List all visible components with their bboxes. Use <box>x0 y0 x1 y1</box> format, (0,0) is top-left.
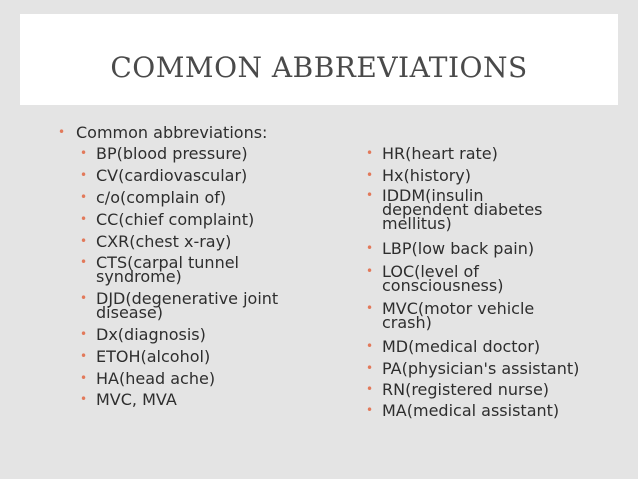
list-item-label: Hx(history) <box>382 166 472 185</box>
title-box <box>20 14 618 105</box>
list-item-label: HA(head ache) <box>96 369 216 388</box>
bullet-icon: • <box>366 241 374 255</box>
bullet-icon: • <box>366 188 374 202</box>
list-item-label: MVC(motor vehicle <box>382 299 535 318</box>
list-item-label: MVC, MVA <box>96 390 177 409</box>
list-item-label-cont: crash) <box>382 313 432 332</box>
list-item-label: MD(medical doctor) <box>382 337 541 356</box>
list-item-label: CC(chief complaint) <box>96 210 255 229</box>
list-item-label: ETOH(alcohol) <box>96 347 211 366</box>
bullet-icon: • <box>80 291 88 305</box>
bullet-icon: • <box>80 349 88 363</box>
bullet-icon: • <box>366 339 374 353</box>
list-item-label: HR(heart rate) <box>382 144 498 163</box>
list-item-label-cont: dependent diabetes <box>382 200 543 219</box>
bullet-icon: • <box>366 146 374 160</box>
list-item-label-cont: mellitus) <box>382 214 452 233</box>
bullet-icon: • <box>366 168 374 182</box>
list-item-label: PA(physician's assistant) <box>382 359 580 378</box>
list-item-label-cont: consciousness) <box>382 276 504 295</box>
list-item-label: LBP(low back pain) <box>382 239 535 258</box>
list-item-label: Dx(diagnosis) <box>96 325 206 344</box>
bullet-icon: • <box>80 327 88 341</box>
left-heading: Common abbreviations: <box>76 123 268 142</box>
list-item-label: CXR(chest x-ray) <box>96 232 232 251</box>
bullet-icon: • <box>80 255 88 269</box>
list-item-label-cont: syndrome) <box>96 267 182 286</box>
bullet-icon: • <box>58 125 66 139</box>
list-item-label: DJD(degenerative joint <box>96 289 279 308</box>
bullet-icon: • <box>80 371 88 385</box>
list-item-label: IDDM(insulin <box>382 186 484 205</box>
slide-title: COMMON ABBREVIATIONS <box>110 51 528 84</box>
bullet-icon: • <box>366 403 374 417</box>
bullet-icon: • <box>80 392 88 406</box>
bullet-icon: • <box>366 301 374 315</box>
bullet-icon: • <box>366 264 374 278</box>
list-item-label: RN(registered nurse) <box>382 380 550 399</box>
bullet-icon: • <box>80 212 88 226</box>
bullet-icon: • <box>80 146 88 160</box>
bullet-icon: • <box>80 190 88 204</box>
bullet-icon: • <box>80 168 88 182</box>
bullet-icon: • <box>366 382 374 396</box>
list-item-label: c/o(complain of) <box>96 188 227 207</box>
list-item-label: CTS(carpal tunnel <box>96 253 239 272</box>
list-item-label: BP(blood pressure) <box>96 144 248 163</box>
bullet-icon: • <box>366 361 374 375</box>
list-item-label-cont: disease) <box>96 303 164 322</box>
bullet-icon: • <box>80 234 88 248</box>
list-item-label: LOC(level of <box>382 262 479 281</box>
list-item-label: MA(medical assistant) <box>382 401 560 420</box>
list-item-label: CV(cardiovascular) <box>96 166 248 185</box>
